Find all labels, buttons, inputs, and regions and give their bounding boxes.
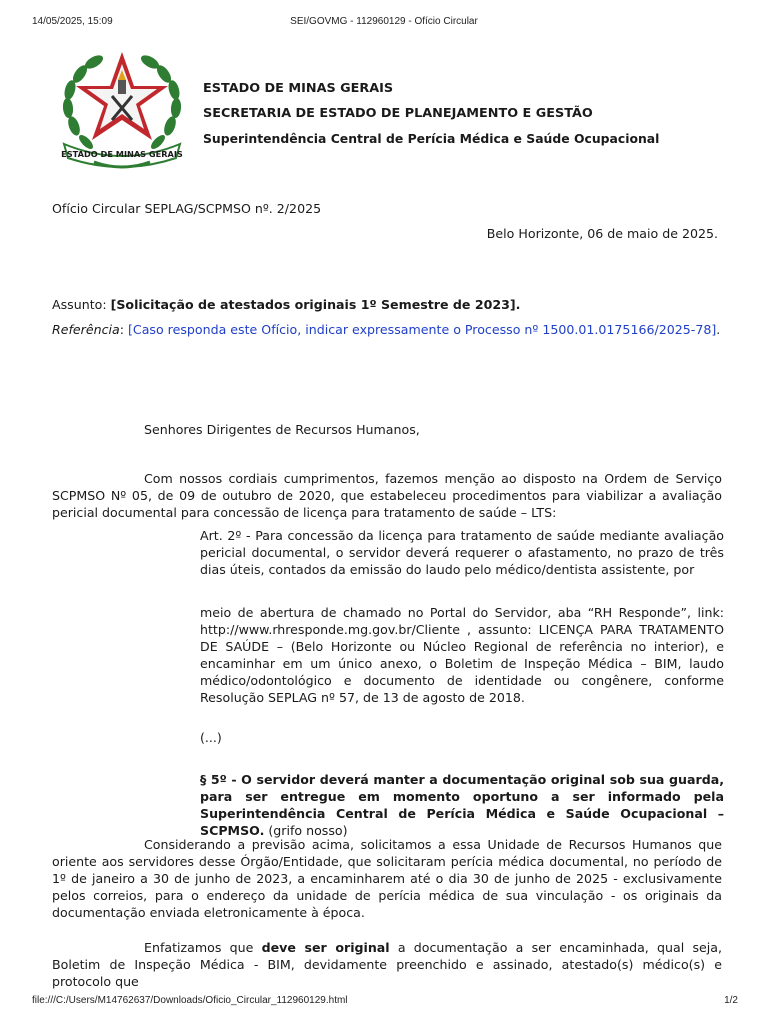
print-title: SEI/GOVMG - 112960129 - Ofício Circular [290, 16, 478, 27]
seal-ribbon-text: ESTADO DE MINAS GERAIS [61, 149, 183, 159]
paragraph-3-bold: deve ser original [261, 940, 390, 955]
print-header [0, 16, 768, 30]
paragraph-3 [52, 939, 722, 990]
paragraph-2-text: Considerando a previsão acima, solicitamos a essa Unidade de Recursos Humanos que oriente aos servidores desse Órgão/Entidade, que solicitaram perícia médica documental, no período de 1º de janeiro a 30 de junho de 2023, a encaminharem até o dia 30 de junho de 2025 - exclusivamente pelos correios, para o endereço da unidade de perícia médica de sua vinculação - os originais da documentação enviada eletronicamente à época. [52, 837, 722, 920]
referencia-line [52, 321, 720, 338]
print-datetime: 14/05/2025, 15:09 [32, 16, 113, 27]
minas-gerais-coat-of-arms-icon [54, 46, 190, 170]
referencia-colon: : [119, 322, 128, 337]
quote-paragraph-5-bold: § 5º - O servidor deverá manter a documentação original sob sua guarda, para ser entregue em momento oportuno a ser informado pela Superintendência Central de Perícia Médica e Saúde Ocupacional – SCPMSO. [200, 772, 724, 838]
letterhead-secretariat: SECRETARIA DE ESTADO DE PLANEJAMENTO E GESTÃO [203, 106, 593, 121]
salutation: Senhores Dirigentes de Recursos Humanos, [144, 422, 420, 437]
assunto-line [52, 296, 520, 313]
paragraph-3-end: a documentação a ser encaminhada, qual seja, Boletim de Inspeção Médica - BIM, devidamente preenchido e assinado, atestado(s) médico(s) e protocolo que [52, 940, 722, 989]
referencia-process-link[interactable]: [Caso responda este Ofício, indicar expressamente o Processo nº 1500.01.0175166/2025-78] [127, 322, 717, 337]
document-body [52, 44, 726, 989]
quote-art2-part2: meio de abertura de chamado no Portal do Servidor, aba “RH Responde”, link: http://www.rhresponde.mg.gov.br/Cliente , assunto: LICENÇA PARA TRATAMENTO DE SAÚDE – (Belo Horizonte ou Núcleo Regional de referência no interior), e encaminhar em um único anexo, o Boletim de Inspeção Médica – BIM, laudo médico/odontológico e documento de identidade ou congênere, conforme Resolução SEPLAG nº 57, de 13 de agosto de 2018. [200, 605, 724, 705]
paragraph-3-start: Enfatizamos que [144, 940, 262, 955]
referencia-end: . [716, 322, 721, 337]
letterhead-state: ESTADO DE MINAS GERAIS [203, 81, 394, 96]
paragraph-1-text: Com nossos cordiais cumprimentos, fazemos menção ao disposto na Ordem de Serviço SCPMSO Nº 05, de 09 de outubro de 2020, que estabeleceu procedimentos para viabilizar a avaliação pericial documental para concessão de licença para tratamento de saúde – LTS: [52, 471, 722, 520]
paragraph-2 [52, 836, 722, 921]
referencia-label: Referência [52, 322, 120, 337]
quote-paragraph-5-rest: (grifo nosso) [264, 823, 348, 838]
letterhead-superintendence: Superintendência Central de Perícia Médica e Saúde Ocupacional [203, 131, 660, 146]
letterhead-text [203, 76, 659, 151]
quote-paragraph-5 [200, 771, 724, 839]
print-footer [0, 995, 768, 1009]
assunto-text: [Solicitação de atestados originais 1º Semestre de 2023]. [110, 297, 521, 312]
date-line: Belo Horizonte, 06 de maio de 2025. [486, 226, 718, 241]
paragraph-1 [52, 470, 722, 521]
oficio-number: Ofício Circular SEPLAG/SCPMSO nº. 2/2025 [52, 201, 322, 216]
quote-ellipsis: (...) [200, 730, 222, 745]
print-file-path: file:///C:/Users/M14762637/Downloads/Oficio_Circular_112960129.html [32, 995, 348, 1006]
print-page-number: 1/2 [724, 995, 738, 1006]
assunto-label: Assunto: [52, 297, 111, 312]
letterhead [52, 44, 726, 174]
quote-art2-part1: Art. 2º - Para concessão da licença para tratamento de saúde mediante avaliação pericial documental, o servidor deverá requerer o afastamento, no prazo de três dias úteis, contados da emissão do laudo pelo médico/dentista assistente, por [200, 528, 724, 577]
